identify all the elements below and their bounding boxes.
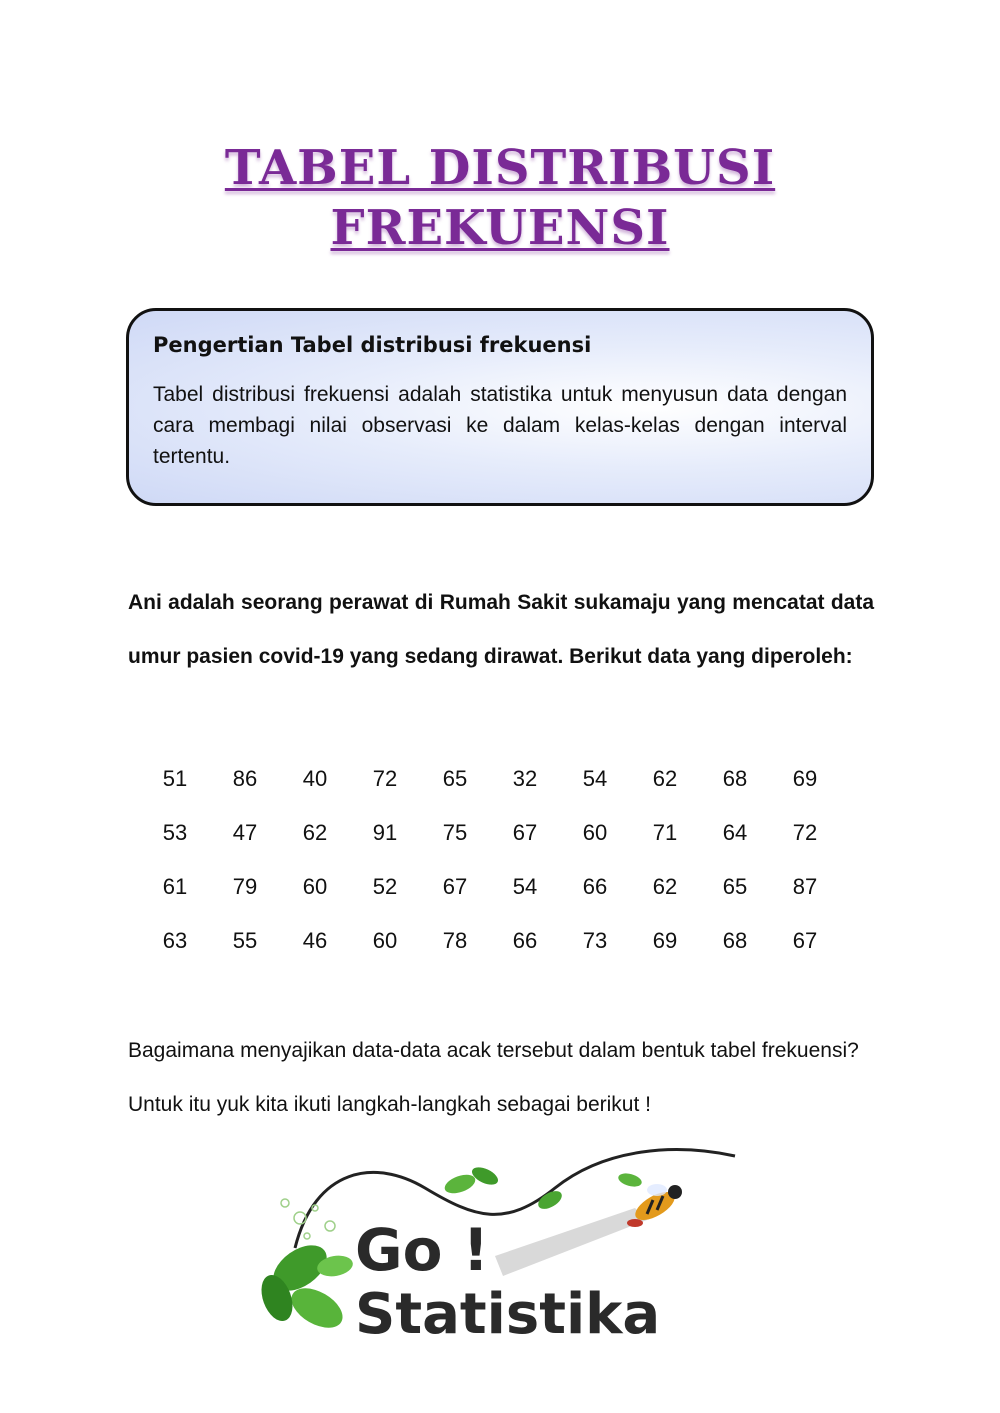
data-value: 65 <box>442 766 468 791</box>
data-value: 62 <box>302 820 328 845</box>
bee-icon <box>627 1184 682 1227</box>
data-value: 78 <box>442 928 468 953</box>
data-value: 62 <box>652 766 678 791</box>
definition-heading: Pengertian Tabel distribusi frekuensi <box>153 333 592 357</box>
data-value: 87 <box>792 874 818 899</box>
definition-text: Tabel distribusi frekuensi adalah statistika untuk menyusun data dengan cara membagi nilai observasi ke dalam kelas-kelas dengan interval tertentu. <box>153 383 847 468</box>
data-value: 32 <box>512 766 538 791</box>
data-value: 46 <box>302 928 328 953</box>
data-value: 60 <box>372 928 398 953</box>
page-title <box>0 138 1000 258</box>
data-value: 69 <box>652 928 678 953</box>
data-value: 75 <box>442 820 468 845</box>
data-value: 55 <box>232 928 258 953</box>
data-value: 68 <box>722 928 748 953</box>
data-value: 54 <box>582 766 608 791</box>
data-value: 40 <box>302 766 328 791</box>
data-value: 72 <box>372 766 398 791</box>
data-value: 91 <box>372 820 398 845</box>
title-line-2: FREKUENSI <box>330 200 670 256</box>
data-row <box>140 752 840 806</box>
data-value: 67 <box>442 874 468 899</box>
data-value: 60 <box>582 820 608 845</box>
data-value: 67 <box>512 820 538 845</box>
data-value: 53 <box>162 820 188 845</box>
title-line-1: TABEL DISTRIBUSI <box>224 140 776 196</box>
data-value: 79 <box>232 874 258 899</box>
data-grid <box>140 752 840 968</box>
data-row <box>140 860 840 914</box>
data-row <box>140 806 840 860</box>
data-value: 69 <box>792 766 818 791</box>
data-value: 52 <box>372 874 398 899</box>
definition-box <box>126 308 874 506</box>
story-paragraph: Ani adalah seorang perawat di Rumah Sakit sukamaju yang mencatat data umur pasien covid-19 yang sedang dirawat. Berikut data yang diperoleh: <box>128 591 874 668</box>
data-value: 72 <box>792 820 818 845</box>
data-value: 66 <box>512 928 538 953</box>
data-value: 71 <box>652 820 678 845</box>
data-value: 68 <box>722 766 748 791</box>
data-value: 51 <box>162 766 188 791</box>
data-value: 47 <box>232 820 258 845</box>
data-value: 86 <box>232 766 258 791</box>
data-value: 65 <box>722 874 748 899</box>
light-beam <box>495 1208 647 1276</box>
data-value: 63 <box>162 928 188 953</box>
logo-text-statistika: Statistika <box>355 1282 661 1347</box>
go-statistika-logo <box>255 1148 745 1348</box>
question-paragraph: Bagaimana menyajikan data-data acak tersebut dalam bentuk tabel frekuensi? Untuk itu yuk kita ikuti langkah-langkah sebagai berikut ! <box>128 1039 859 1116</box>
data-value: 67 <box>792 928 818 953</box>
bubbles <box>281 1199 335 1239</box>
data-row <box>140 914 840 968</box>
data-value: 73 <box>582 928 608 953</box>
data-value: 60 <box>302 874 328 899</box>
logo-text-go: Go ! <box>355 1216 490 1284</box>
data-value: 54 <box>512 874 538 899</box>
data-value: 61 <box>162 874 188 899</box>
data-value: 62 <box>652 874 678 899</box>
data-value: 64 <box>722 820 748 845</box>
data-value: 66 <box>582 874 608 899</box>
